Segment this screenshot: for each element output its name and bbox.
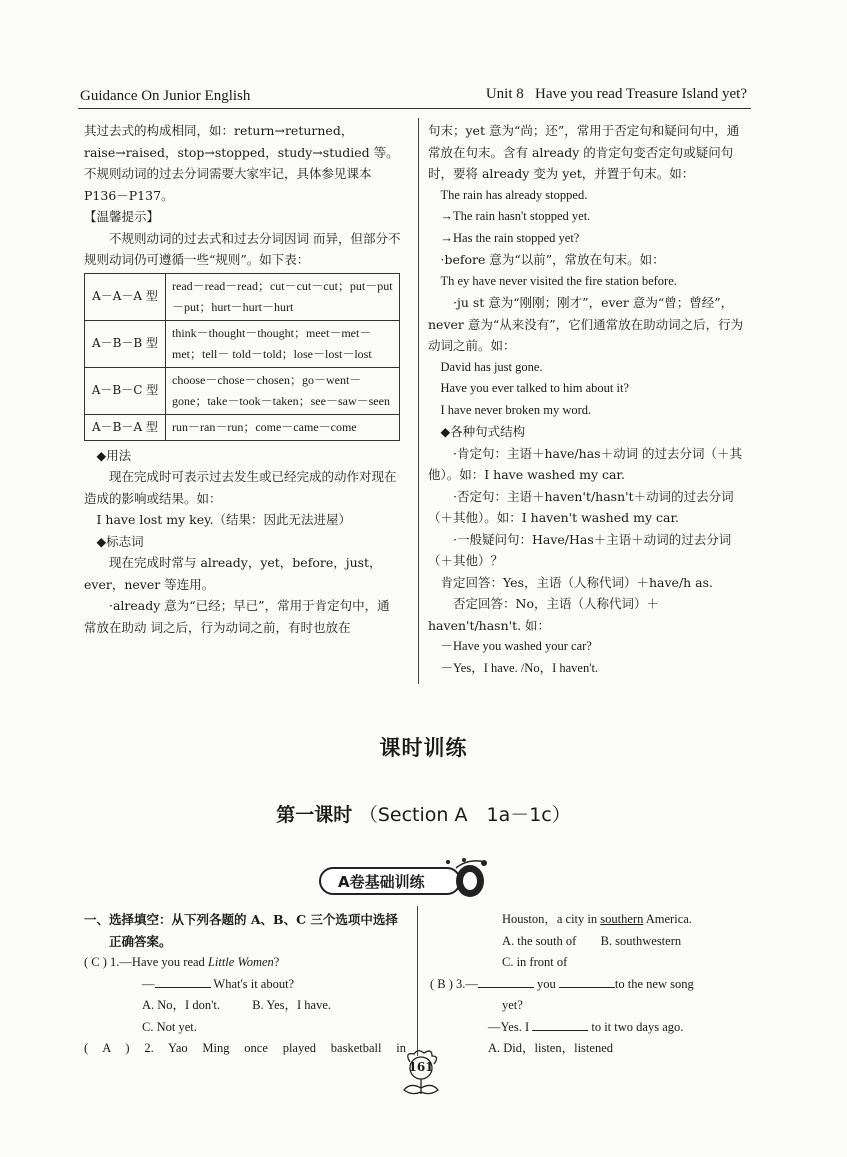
answer-marker: ( B ): [430, 976, 453, 991]
question-text-end: America.: [643, 912, 692, 926]
table-cell-words: read－read－read；cut－cut－cut；put－put－put；hurt－hurt－hurt: [166, 273, 400, 320]
question-stem: 1.—Have you read: [110, 955, 208, 969]
table-cell-type: A－B－C 型: [85, 367, 166, 414]
question-3-reply: [430, 1017, 750, 1039]
table-row: [85, 414, 400, 440]
example: →Has the rain stopped yet?: [440, 230, 580, 245]
header-rule: [78, 108, 751, 109]
question-text: to the new song: [614, 976, 694, 991]
tip-heading: 【温馨提示】: [84, 209, 160, 224]
question-text: Houston，a city in: [502, 912, 601, 926]
already-paragraph: ·already 意为“已经；早已”，常用于肯定句中，通常放在助动 词之后，行为动词之前，有时也放在: [84, 598, 390, 635]
question-2: [84, 1038, 406, 1060]
left-column: [84, 120, 402, 638]
question-2-continued: [430, 909, 750, 931]
question-1: [84, 952, 406, 974]
answer-marker: ( A ): [84, 1041, 130, 1055]
underlined-word: southern: [600, 912, 644, 926]
answer-blank: [559, 975, 615, 988]
table-cell-words: run－ran－run；come－came－come: [166, 414, 400, 440]
dialogue-line: －Have you washed your car?: [440, 639, 592, 653]
exercise-instruction: 一、选择填空：从下列各题的 A、B、C 三个选项中选择正确答案。: [84, 912, 398, 949]
tip-body: 不规则动词的过去式和过去分词因词 而异，但部分不规则动词仍可遵循一些“规则”。如下表：: [84, 230, 401, 267]
header-left: Guidance On Junior English: [80, 88, 251, 104]
lesson-title: [0, 800, 847, 827]
answer-marker: ( C ): [84, 955, 107, 969]
exercise-column-divider: [417, 906, 418, 1056]
table-cell-type: A－A－A 型: [85, 273, 166, 320]
reply-end: to it two days ago.: [591, 1019, 684, 1034]
exercise-left: [84, 909, 406, 1060]
question-stem-end: ?: [273, 955, 280, 969]
question-2-options: [430, 931, 750, 953]
example: David has just gone.: [440, 359, 543, 374]
answer-blank: [155, 975, 211, 988]
irregular-verb-table: [84, 273, 400, 441]
usage-example: I have lost my key.（结果：因此无法进屋）: [96, 512, 352, 527]
page-number: 161: [408, 1060, 434, 1074]
option-c: C. Not yet.: [142, 1019, 197, 1034]
table-row: [85, 273, 400, 320]
option-a: A. the south of: [502, 933, 577, 948]
page-number-ornament: [398, 1048, 444, 1104]
table-cell-words: choose－chose－chosen；go－went－gone；take－took－taken；see－saw－seen: [166, 367, 400, 414]
exercise-right: [430, 909, 750, 1060]
marker-heading: ◆标志词: [96, 533, 144, 549]
question-stem: 2. Yao Ming once played basketball in: [144, 1041, 406, 1055]
section-title: 课时训练: [379, 735, 468, 760]
structure-heading: ◆各种句式结构: [440, 424, 526, 439]
example: →The rain hasn't stopped yet.: [440, 209, 591, 223]
option-a: A. No，I don't.: [142, 998, 220, 1012]
table-cell-type: A－B－A 型: [85, 414, 166, 440]
usage-heading: ◆用法: [96, 447, 132, 463]
table-row: [85, 320, 400, 367]
option-a: A. Did，listen，listened: [488, 1041, 613, 1055]
table-row: [85, 367, 400, 414]
option-b: B. Yes，I have.: [252, 998, 332, 1012]
answer-blank: [532, 1018, 588, 1031]
book-title: Little Women: [207, 955, 274, 969]
question-1-line2: — What's it about?: [142, 976, 295, 991]
structure-negative: ·否定句：主语＋haven't/hasn't＋动词的过去分词（＋其他）。如：I haven't washed my car.: [428, 488, 734, 525]
question-word: you: [537, 976, 556, 991]
basic-training-badge: [318, 858, 490, 900]
question-stem: 3.—: [456, 976, 478, 991]
question-text: What's it about?: [213, 976, 295, 991]
option-c: C. in front of: [502, 955, 568, 969]
marker-body: 现在完成时常与 already，yet，before，just，ever，never 等连用。: [84, 555, 382, 592]
question-3-yet: yet?: [502, 998, 523, 1012]
question-3: [430, 974, 750, 996]
structure-affirmative: ·肯定句：主语＋have/has＋动词 的过去分词（＋其他）。如：I have washed my car.: [428, 445, 743, 482]
structure-question: ·一般疑问句：Have/Has＋主语＋动词的过去分词（＋其他）？: [428, 531, 732, 568]
example: Th ey have never visited the fire station before.: [440, 273, 677, 288]
just-note: ·ju st 意为“刚刚；刚才”，ever 意为“曾；曾经”，never 意为“从来没有”，它们通常放在助动词之后，行为动词之前。如：: [428, 295, 744, 353]
badge-label: A卷基础训练: [338, 873, 425, 891]
right-column: [428, 120, 748, 679]
answer-blank: [478, 975, 534, 988]
table-cell-words: think－thought－thought；meet－met－met；tell－ told－told；lose－lost－lost: [166, 320, 400, 367]
lesson-section: （Section A 1a－1c）: [358, 804, 571, 826]
example: I have never broken my word.: [440, 402, 592, 417]
example: Have you ever talked to him about it?: [440, 381, 629, 395]
flower-icon: [398, 1048, 444, 1104]
before-note: ·before 意为“以前”，常放在句末。如：: [440, 252, 665, 267]
usage-body: 现在完成时可表示过去发生或已经完成的动作对现在造成的影响或结果。如：: [84, 469, 397, 506]
paragraph: 句末；yet 意为“尚；还”，常用于否定句和疑问句中，通常放在句末。含有 already 的肯定句变否定句或疑问句时，要将 already 变为 yet，并置于句末。如：: [428, 123, 740, 181]
column-divider: [418, 118, 419, 684]
header-right: Unit 8 Have you read Treasure Island yet?: [485, 86, 747, 102]
dialogue-line: －Yes，I have. /No，I haven't.: [440, 660, 599, 675]
example: The rain has already stopped.: [440, 187, 588, 202]
lesson-label: 第一课时: [276, 804, 353, 826]
short-answer-no: 否定回答：No，主语（人称代词）＋haven't/hasn't. 如：: [428, 596, 659, 633]
paragraph: 其过去式的构成相同，如：return→returned，raise→raised，stop→stopped，study→studied 等。不规则动词的过去分词需要大家牢记，具体参见课本 P136－P137。: [84, 123, 399, 203]
table-cell-type: A－B－B 型: [85, 320, 166, 367]
option-b: B. southwestern: [600, 933, 682, 948]
short-answer-yes: 肯定回答：Yes，主语（人称代词）＋have/h as.: [440, 574, 714, 590]
question-1-options: [84, 995, 406, 1017]
reply-start: —Yes. I: [488, 1019, 530, 1034]
